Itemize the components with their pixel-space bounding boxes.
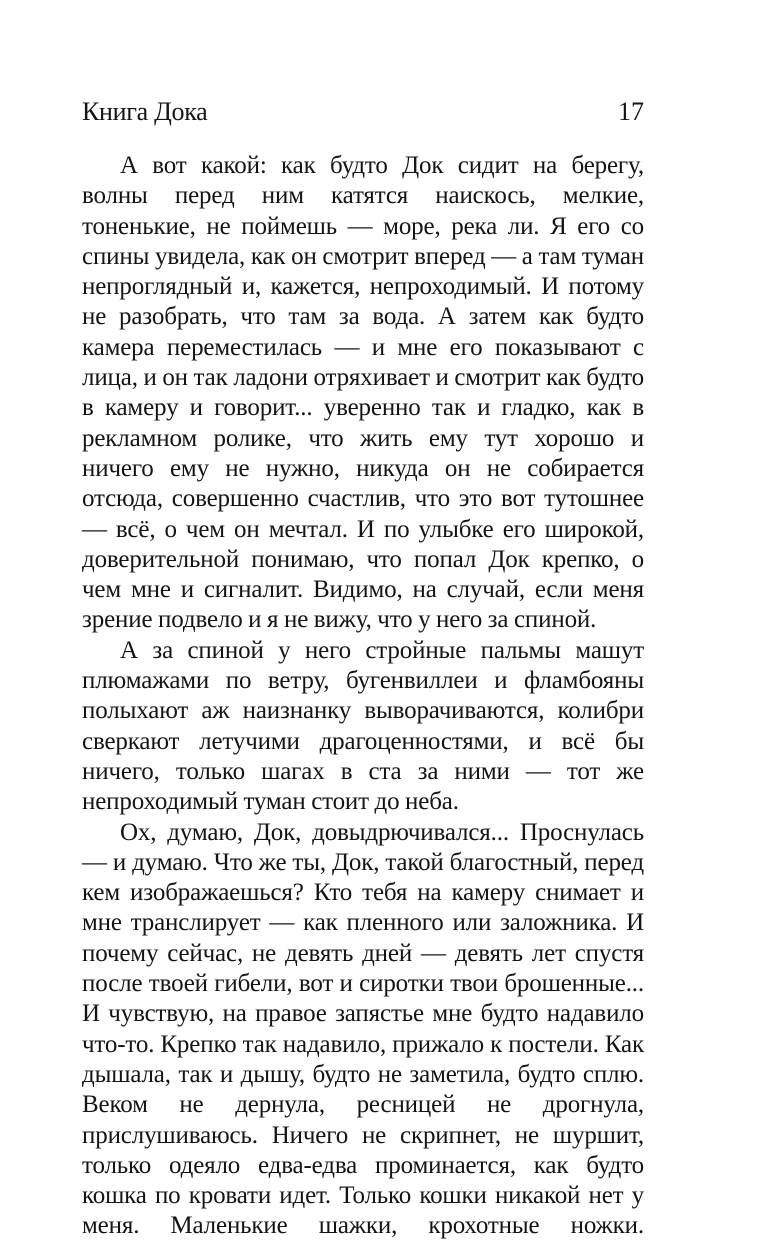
book-title: Книга Дока: [82, 97, 208, 126]
page-number: 17: [618, 97, 644, 126]
paragraph: А вот какой: как будто Док сидит на берегу, волны перед ним катятся наискось, мелкие, тоненькие, не поймешь — море, река ли. Я его со спины увидела, как он смотрит вперед — а там туман непроглядный и, кажется, непроходимый. И потому не разобрать, что там за вода. А затем как будто камера переместилась — и мне его показывают с лица, и он так ладони отряхивает и смотрит как будто в камеру и говорит... уверенно так и гладко, как в рекламном ролике, что жить ему тут хорошо и ничего ему не нужно, никуда он не собирается отсюда, совершенно счастлив, что это вот тутошнее — всё, о чем он мечтал. И по улыбке его широкой, доверительной понимаю, что попал Док крепко, о чем мне и сигналит. Видимо, на случай, если меня зрение подвело и я не вижу, что у него за спиной.: [82, 152, 644, 634]
body-text: [82, 151, 644, 1242]
paragraph: Ох, думаю, Док, довыдрючивался... Проснулась — и думаю. Что же ты, Док, такой благостный, перед кем изображаешься? Кто тебя на камеру снимает и мне транслирует — как пленного или заложника. И почему сейчас, не девять дней — девять лет спустя после твоей гибели, вот и сиротки твои брошенные... И чувствую, на правое запястье мне будто надавило что-то. Крепко так надавило, прижало к постели. Как дышала, так и дышу, будто не заметила, будто сплю. Веком не дернула, ресницей не дрогнула, прислушиваюсь. Ничего не скрипнет, не шуршит, только одеяло едва-едва проминается, как будто кошка по кровати идет. Только кошки никакой нет у меня. Маленькие шажки, крохотные ножки.: [82, 818, 644, 1240]
paragraph: А за спиной у него стройные пальмы машут плюмажами по ветру, бугенвиллеи и фламбояны полыхают аж наизнанку выворачиваются, колибри сверкают летучими драгоценностями, и всё бы ничего, только шагах в ста за ними — тот же непроходимый туман стоит до неба.: [82, 636, 644, 816]
running-header: [82, 94, 646, 130]
